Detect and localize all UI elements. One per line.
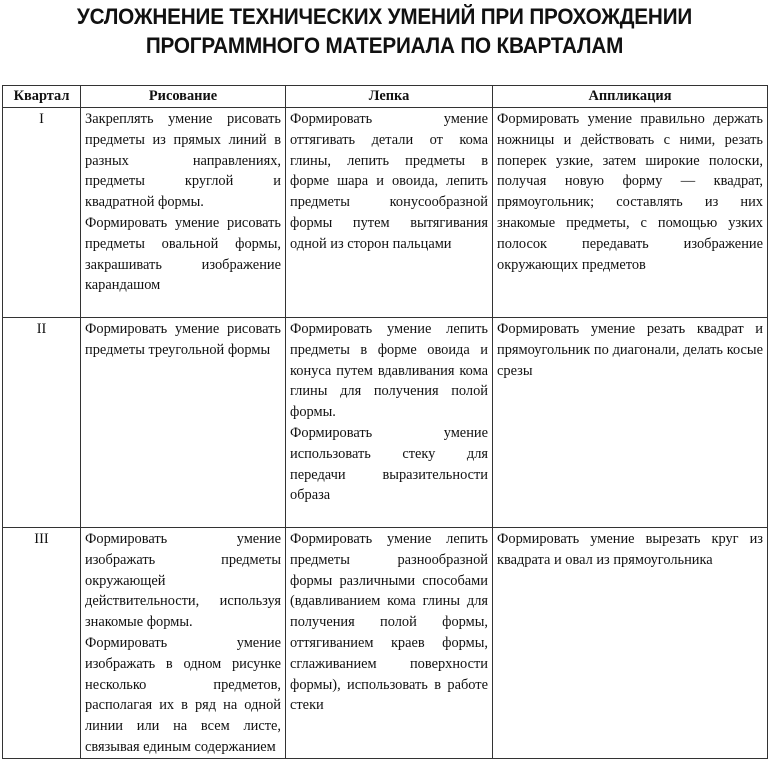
cell-paragraph: Формировать умение рисовать предметы овальной формы, закрашивать изображение карандашом (85, 214, 281, 294)
table-row (3, 318, 768, 528)
cell-paragraph: Формировать умение оттягивать детали от кома глины, лепить предметы в форме шара и овоида, лепить предметы конусообразной формы путем вытягивания одной из сторон пальцами (290, 111, 488, 252)
modeling-cell (286, 108, 493, 318)
skills-table (2, 85, 768, 759)
drawing-cell (81, 318, 286, 528)
cell-paragraph: Формировать умение лепить предметы разнообразной формы различными способами (вдавливанием кома глины для получения полой формы, оттягиванием краев формы, сглаживанием поверхности формы), использовать в работе стеки (290, 531, 488, 714)
applique-cell (493, 108, 768, 318)
quarter-cell: I (3, 108, 81, 318)
cell-paragraph: Формировать умение резать квадрат и прямоугольник по диагонали, делать косые срезы (497, 321, 763, 379)
drawing-cell (81, 108, 286, 318)
quarter-cell: III (3, 528, 81, 759)
cell-paragraph: Формировать умение использовать стеку для передачи выразительности образа (290, 424, 488, 504)
table-header-row (3, 86, 768, 108)
title-line-1: УСЛОЖНЕНИЕ ТЕХНИЧЕСКИХ УМЕНИЙ ПРИ ПРОХОЖДЕНИИ (76, 4, 693, 29)
cell-paragraph: Формировать умение изображать в одном рисунке несколько предметов, располагая их в ряд на одной линии или на всем листе, связывая единым содержанием (85, 634, 281, 755)
applique-cell (493, 318, 768, 528)
cell-paragraph: Формировать умение изображать предметы окружающей действительности, используя знакомые формы. (85, 531, 281, 631)
cell-paragraph: Закреплять умение рисовать предметы из прямых линий в разных направлениях, предметы круглой и квадратной формы. (85, 111, 281, 211)
cell-paragraph: Формировать умение правильно держать ножницы и действовать с ними, резать поперек узкие, затем широкие полоски, получая новую форму — квадрат, прямоугольник; составлять из них знакомые предметы, с помощью узких полосок передавать изображение окружающих предметов (497, 111, 763, 273)
cell-paragraph: Формировать умение вырезать круг из квадрата и овал из прямоугольника (497, 531, 763, 568)
quarter-cell: II (3, 318, 81, 528)
page-title (31, 2, 738, 60)
table-row (3, 528, 768, 759)
header-quarter: Квартал (3, 86, 81, 108)
applique-cell (493, 528, 768, 759)
modeling-cell (286, 528, 493, 759)
drawing-cell (81, 528, 286, 759)
table-row (3, 108, 768, 318)
modeling-cell (286, 318, 493, 528)
header-modeling: Лепка (286, 86, 493, 108)
header-drawing: Рисование (81, 86, 286, 108)
cell-paragraph: Формировать умение лепить предметы в форме овоида и конуса путем вдавливания кома глины для получения полой формы. (290, 321, 488, 421)
header-applique: Аппликация (493, 86, 768, 108)
cell-paragraph: Формировать умение рисовать предметы треугольной формы (85, 321, 281, 358)
title-line-2: ПРОГРАММНОГО МАТЕРИАЛА ПО КВАРТАЛАМ (145, 33, 624, 58)
